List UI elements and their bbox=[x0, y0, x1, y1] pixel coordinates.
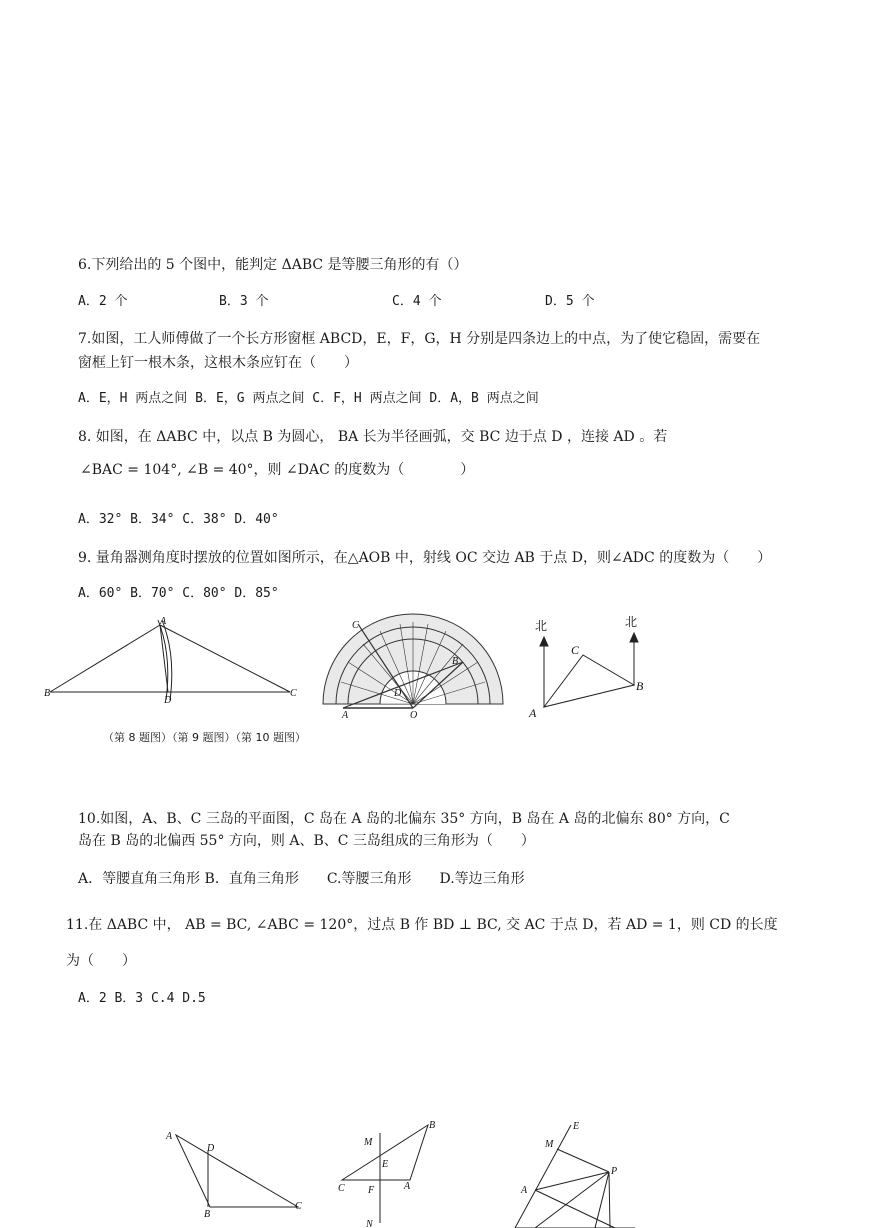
figure-q9 bbox=[318, 612, 508, 722]
figC-segment-mp bbox=[557, 1149, 609, 1172]
fig10-label-a: A bbox=[529, 706, 537, 720]
figure-q10 bbox=[525, 610, 655, 725]
q8-stem-line2: ∠BAC = 104°, ∠B = 40°，则 ∠DAC 的度数为（ ） bbox=[80, 462, 475, 478]
fig10-arrowhead-b bbox=[630, 633, 638, 642]
q6-option-c: C．4 个 bbox=[392, 294, 442, 309]
fig10-label-b: B bbox=[636, 679, 644, 693]
fig10-triangle bbox=[544, 655, 634, 707]
figures-caption: （第 8 题图）（第 9 题图）（第 10 题图） bbox=[103, 731, 306, 744]
figB-label-e: E bbox=[382, 1159, 389, 1170]
q8-options: A．32° B．34° C．38° D．40° bbox=[78, 512, 279, 527]
figA-label-d: D bbox=[207, 1143, 215, 1154]
fig9-label-d: D bbox=[394, 688, 402, 699]
figB-label-a: A bbox=[404, 1181, 411, 1192]
figB-label-m: M bbox=[364, 1137, 373, 1148]
q10-options: A．等腰直角三角形 B．直角三角形 C.等腰三角形 D.等边三角形 bbox=[78, 871, 525, 887]
q11-stem-line2: 为（ ） bbox=[66, 953, 136, 969]
fig9-label-b: B bbox=[452, 656, 459, 667]
q6-option-a: A．2 个 bbox=[78, 294, 128, 309]
fig9-label-o: O bbox=[410, 710, 418, 721]
figC-segment-p3 bbox=[609, 1172, 610, 1228]
figC-label-p: P bbox=[611, 1166, 618, 1177]
figC-label-m: M bbox=[545, 1139, 554, 1150]
fig9-label-c: C bbox=[352, 620, 359, 631]
fig10-north-label-b: 北 bbox=[625, 615, 638, 629]
fig8-label-d: D bbox=[164, 695, 172, 706]
figB-label-f: F bbox=[368, 1185, 375, 1196]
fig10-north-label-a: 北 bbox=[535, 619, 548, 633]
q7-stem-line2: 窗框上钉一根木条，这根木条应钉在（ ） bbox=[78, 355, 358, 371]
figB-label-b: B bbox=[429, 1120, 436, 1131]
q11-stem-line1: 11.在 ΔABC 中， AB = BC, ∠ABC = 120°，过点 B 作 BD ⊥ BC, 交 AC 于点 D，若 AD = 1，则 CD 的长度 bbox=[66, 917, 778, 933]
figure-bottom-b bbox=[330, 1115, 450, 1228]
fig8-side-ba bbox=[50, 625, 160, 692]
fig10-arrowhead-a bbox=[540, 637, 548, 646]
figB-label-n: N bbox=[366, 1219, 373, 1228]
figB-quadrilateral bbox=[342, 1125, 428, 1180]
fig8-label-b: B bbox=[44, 688, 51, 699]
fig8-label-a: A bbox=[160, 616, 167, 627]
figA-label-b: B bbox=[204, 1209, 211, 1220]
figC-label-a: A bbox=[521, 1185, 528, 1196]
q9-options: A．60° B．70° C．80° D．85° bbox=[78, 586, 279, 601]
figC-label-e: E bbox=[573, 1121, 580, 1132]
figB-label-c: C bbox=[338, 1183, 345, 1194]
q8-stem-line1: 8. 如图，在 ΔABC 中，以点 B 为圆心， BA 长为半径画弧，交 BC 边于点 D ，连接 AD 。若 bbox=[78, 429, 668, 445]
q6-option-b: B．3 个 bbox=[219, 294, 269, 309]
fig8-side-ac bbox=[160, 625, 290, 692]
fig8-label-c: C bbox=[290, 688, 297, 699]
figure-q8 bbox=[40, 615, 310, 710]
figA-label-a: A bbox=[166, 1131, 173, 1142]
q10-stem-line1: 10.如图，A、B、C 三岛的平面图，C 岛在 A 岛的北偏东 35° 方向，B 岛在 A 岛的北偏东 80° 方向，C bbox=[78, 811, 730, 827]
q6-stem: 6.下列给出的 5 个图中，能判定 ΔABC 是等腰三角形的有（） bbox=[78, 257, 468, 273]
figA-label-c: C bbox=[295, 1201, 302, 1212]
q7-stem-line1: 7.如图，工人师傅做了一个长方形窗框 ABCD，E，F，G，H 分别是四条边上的中点，为了使它稳固，需要在 bbox=[78, 331, 761, 347]
figure-bottom-a bbox=[160, 1125, 310, 1225]
q7-options: A．E，H 两点之间 B．E，G 两点之间 C．F，H 两点之间 D．A，B 两点之间 bbox=[78, 391, 539, 406]
figure-bottom-c bbox=[505, 1115, 645, 1228]
fig10-label-c: C bbox=[571, 643, 580, 657]
q9-stem: 9. 量角器测角度时摆放的位置如图所示，在△AOB 中，射线 OC 交边 AB 于点 D，则∠ADC 的度数为（ ） bbox=[78, 550, 772, 566]
q11-options: A．2 B．3 C.4 D.5 bbox=[78, 991, 206, 1006]
figA-triangle bbox=[176, 1135, 298, 1207]
figC-line-e bbox=[515, 1125, 571, 1228]
fig9-label-a: A bbox=[342, 710, 349, 721]
q6-option-d: D．5 个 bbox=[545, 294, 595, 309]
q10-stem-line2: 岛在 B 岛的北偏西 55° 方向，则 A、B、C 三岛组成的三角形为（ ） bbox=[78, 833, 535, 849]
